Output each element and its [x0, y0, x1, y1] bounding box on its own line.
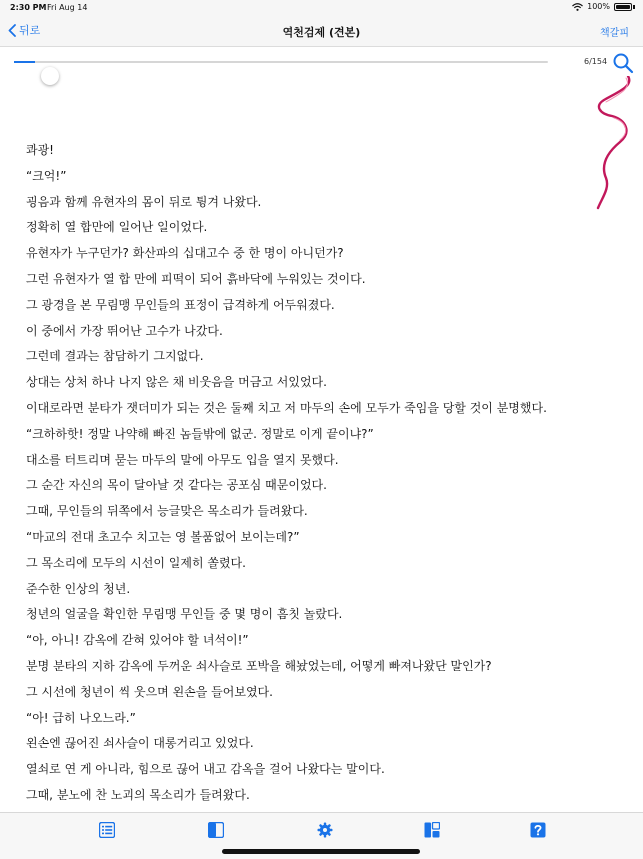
page-indicator: 6/154	[584, 57, 608, 66]
nav-bar	[0, 16, 643, 47]
text-line: 굉음과 함께 유현자의 몸이 뒤로 튕겨 나왔다.	[26, 194, 262, 209]
battery-icon	[614, 3, 632, 11]
text-line: “아, 아니! 감옥에 갇혀 있어야 할 녀석이!”	[26, 633, 249, 648]
text-line: 그 목소리에 모두의 시선이 일제히 쏠렸다.	[26, 555, 246, 570]
text-line: “크억!”	[26, 168, 67, 183]
battery-percent: 100%	[587, 2, 610, 11]
text-line: “크하하핫! 정말 나약해 빠진 놈들밖에 없군. 정말로 이게 끝이냐?”	[26, 426, 374, 441]
text-line: 청년의 얼굴을 확인한 무림맹 무인들 중 몇 명이 흠칫 놀랐다.	[26, 607, 343, 622]
battery-nub	[633, 5, 635, 9]
home-indicator[interactable]	[222, 849, 420, 854]
text-line: 그런 유현자가 열 합 만에 피떡이 되어 흙바닥에 누워있는 것이다.	[26, 271, 366, 286]
search-icon[interactable]	[612, 52, 634, 74]
contrast-icon[interactable]	[208, 822, 224, 838]
text-line: 콰광!	[26, 143, 54, 157]
text-line: 그런데 결과는 참담하기 그지없다.	[26, 349, 204, 364]
status-date: Fri Aug 14	[47, 3, 88, 12]
text-line: 왼손엔 끊어진 쇠사슬이 대롱거리고 있었다.	[26, 736, 254, 751]
text-line: 그 광경을 본 무림맹 무인들의 표정이 급격하게 어두워졌다.	[26, 297, 335, 312]
status-bar	[0, 0, 643, 16]
text-line: 준수한 인상의 청년.	[26, 581, 131, 596]
wifi-icon	[572, 3, 583, 11]
page-slider-row	[0, 47, 643, 77]
text-line: “아! 급히 나오느라.”	[26, 710, 136, 725]
back-label: 뒤로	[19, 24, 41, 37]
text-line: 그때, 분노에 찬 노괴의 목소리가 들려왔다.	[26, 787, 250, 802]
text-line: 분명 분타의 지하 감옥에 두꺼운 쇠사슬로 포박을 해놨었는데, 어떻게 빠져나왔단 말인가?	[26, 658, 492, 673]
text-line: 이 중에서 가장 뛰어난 고수가 나갔다.	[26, 323, 223, 338]
reading-content	[26, 138, 626, 810]
status-right	[572, 2, 635, 11]
text-line: 그때, 무인들의 뒤쪽에서 능글맞은 목소리가 들려왔다.	[26, 504, 308, 519]
text-line: 정확히 열 합만에 일어난 일이었다.	[26, 220, 208, 235]
text-line: 열쇠로 연 게 아니라, 힘으로 끊어 내고 감옥을 걸어 나왔다는 말이다.	[26, 762, 385, 777]
question-icon[interactable]	[530, 822, 546, 838]
page-title: 역천검제 (견본)	[282, 26, 361, 39]
layout-icon[interactable]	[424, 822, 440, 838]
text-line: 대소를 터트리며 묻는 마두의 말에 아무도 입을 열지 못했다.	[26, 452, 339, 467]
text-line: 그 순간 자신의 목이 달아날 것 같다는 공포심 때문이었다.	[26, 478, 327, 493]
page-slider-thumb[interactable]	[41, 67, 59, 85]
text-line: “마교의 전대 초고수 치고는 영 볼품없어 보이는데?”	[26, 529, 300, 544]
text-line: 상대는 상처 하나 나지 않은 채 비웃음을 머금고 서있었다.	[26, 375, 327, 390]
text-line: 이대로라면 분타가 잿더미가 되는 것은 둘째 치고 저 마두의 손에 모두가 죽임을 당할 것이 분명했다.	[26, 400, 547, 415]
status-time: 2:30 PM	[10, 3, 47, 12]
gear-icon[interactable]	[317, 822, 333, 838]
bookmark-button[interactable]: 책갈피	[600, 28, 629, 39]
list-icon[interactable]	[99, 822, 115, 838]
page-slider[interactable]	[14, 61, 548, 63]
text-line: 그 시선에 청년이 씩 웃으며 왼손을 들어보였다.	[26, 684, 273, 699]
text-line: 유현자가 누구던가? 화산파의 십대고수 중 한 명이 아니던가?	[26, 246, 344, 261]
page-slider-fill	[14, 61, 35, 63]
